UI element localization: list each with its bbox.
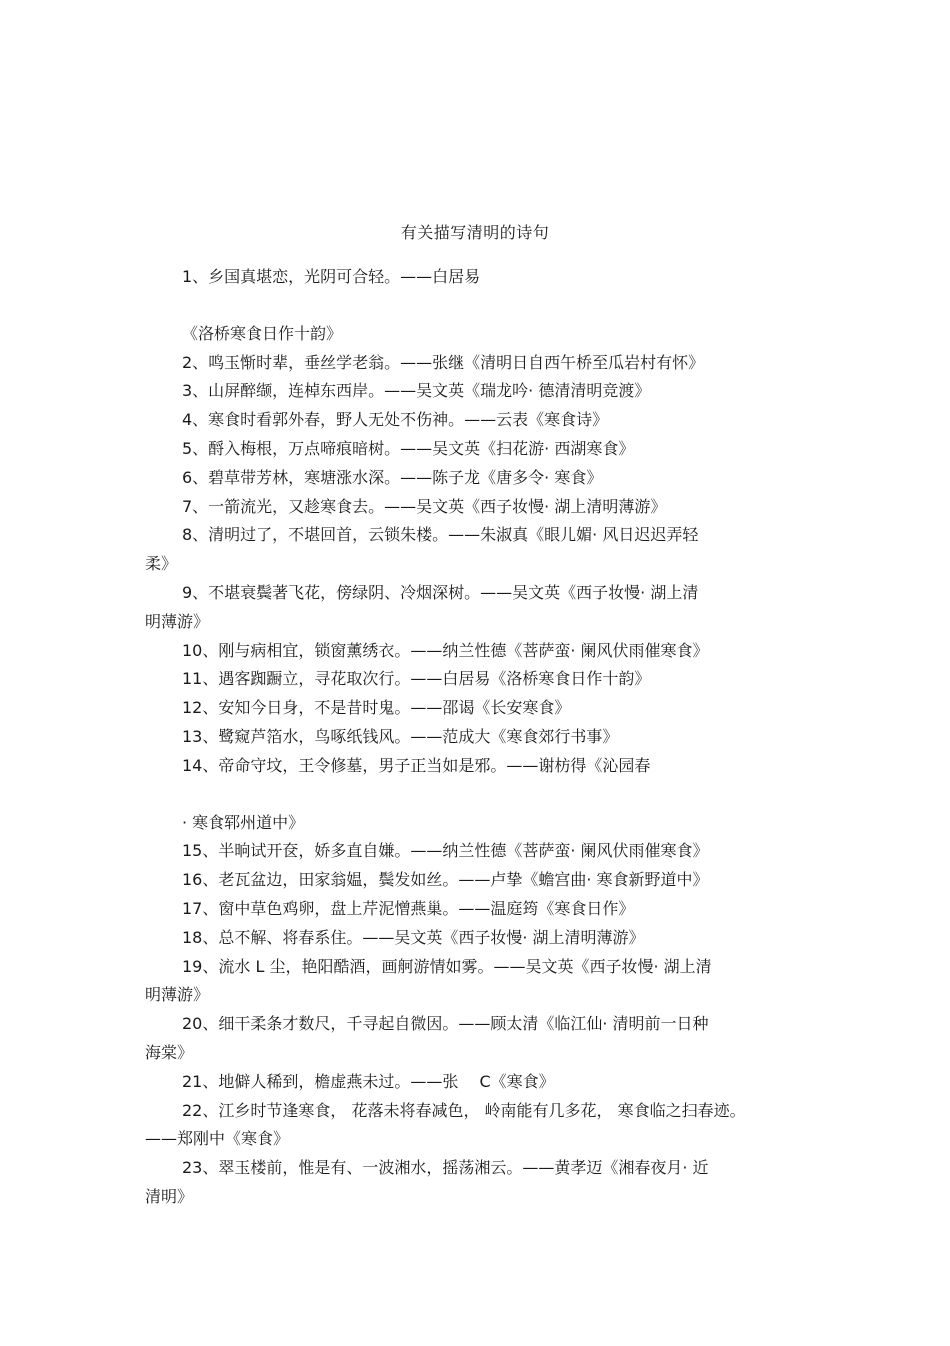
poem-line: 13、鹭窥芦箔水，鸟啄纸钱风。——范成大《寒食郊行书事》: [182, 726, 619, 746]
poem-line: 8、清明过了，不堪回首，云锁朱楼。——朱淑真《眼儿媚· 风日迟迟弄轻: [182, 525, 699, 545]
poem-line: 3、山屏醉缬，连棹东西岸。——吴文英《瑞龙吟· 德清清明竞渡》: [182, 381, 651, 401]
poem-line: 6、碧草带芳林，寒塘涨水深。——陈子龙《唐多令· 寒食》: [182, 467, 603, 487]
poem-line: 14、帝命守坟，王令修墓，男子正当如是邪。——谢枋得《沁园春: [182, 755, 651, 775]
poem-line: 20、细干柔条才数尺，千寻起自微因。——顾太清《临江仙· 清明前一日种: [182, 1014, 709, 1034]
poem-line: 2、鸣玉惭时辈，垂丝学老翁。——张继《清明日自西午桥至瓜岩村有怀》: [182, 352, 705, 372]
poem-line: 10、刚与病相宜，锁窗薰绣衣。——纳兰性德《菩萨蛮· 阑风伏雨催寒食》: [182, 640, 709, 660]
poem-line: 柔》: [145, 554, 178, 574]
poem-line: 明薄游》: [145, 611, 210, 631]
poem-line: 7、一箭流光，又趁寒食去。——吴文英《西子妆慢· 湖上清明薄游》: [182, 496, 667, 516]
poem-line: 5、酹入梅根，万点啼痕暗树。——吴文英《扫花游· 西湖寒食》: [182, 438, 635, 458]
poem-line: 21、地僻人稀到，檐虚燕未过。——张 C《寒食》: [182, 1071, 555, 1091]
blank-line: [145, 292, 790, 320]
poem-line: 23、翠玉楼前，惟是有、一波湘水，摇荡湘云。——黄孝迈《湘春夜月· 近: [182, 1158, 709, 1178]
poem-line: 19、流水 L 尘，艳阳酷酒，画舸游情如雾。——吴文英《西子妆慢· 湖上清: [182, 956, 712, 976]
poem-line: 海棠》: [145, 1042, 194, 1062]
poem-line: 9、不堪衰鬓著飞花，傍绿阴、冷烟深树。——吴文英《西子妆慢· 湖上清: [182, 582, 699, 602]
poem-line: ——郑刚中《寒食》: [145, 1129, 290, 1149]
poem-line: 11、遇客踟蹰立，寻花取次行。——白居易《洛桥寒食日作十韵》: [182, 669, 651, 689]
poem-line: 12、安知今日身，不是昔时鬼。——邵谒《长安寒食》: [182, 698, 571, 718]
poem-line: · 寒食郓州道中》: [182, 812, 305, 832]
poem-line: 1、乡国真堪恋，光阴可合轻。——白居易: [182, 267, 481, 286]
poem-line: 18、总不解、将春系住。——吴文英《西子妆慢· 湖上清明薄游》: [182, 927, 645, 947]
poem-line: 清明》: [145, 1186, 194, 1206]
poem-line: 《洛桥寒食日作十韵》: [182, 323, 343, 343]
poem-line: 16、老瓦盆边，田家翁媪，鬓发如丝。——卢挚《蟾宫曲· 寒食新野道中》: [182, 870, 709, 890]
poem-line: 4、寒食时看郭外春，野人无处不伤神。——云表《寒食诗》: [182, 410, 609, 430]
blank-line: [145, 781, 790, 809]
document-title: 有关描写清明的诗句: [400, 223, 550, 242]
poem-line: 22、江乡时节逢寒食， 花落未将春减色， 岭南能有几多花， 寒食临之扫春迹。: [182, 1100, 746, 1120]
poem-list: [145, 263, 790, 1212]
poem-line: 15、半晌试开奁，娇多直自嫌。——纳兰性德《菩萨蛮· 阑风伏雨催寒食》: [182, 841, 709, 861]
poem-line: 明薄游》: [145, 985, 210, 1005]
poem-line: 17、窗中草色鸡卵，盘上芹泥憎燕巢。——温庭筠《寒食日作》: [182, 898, 635, 918]
